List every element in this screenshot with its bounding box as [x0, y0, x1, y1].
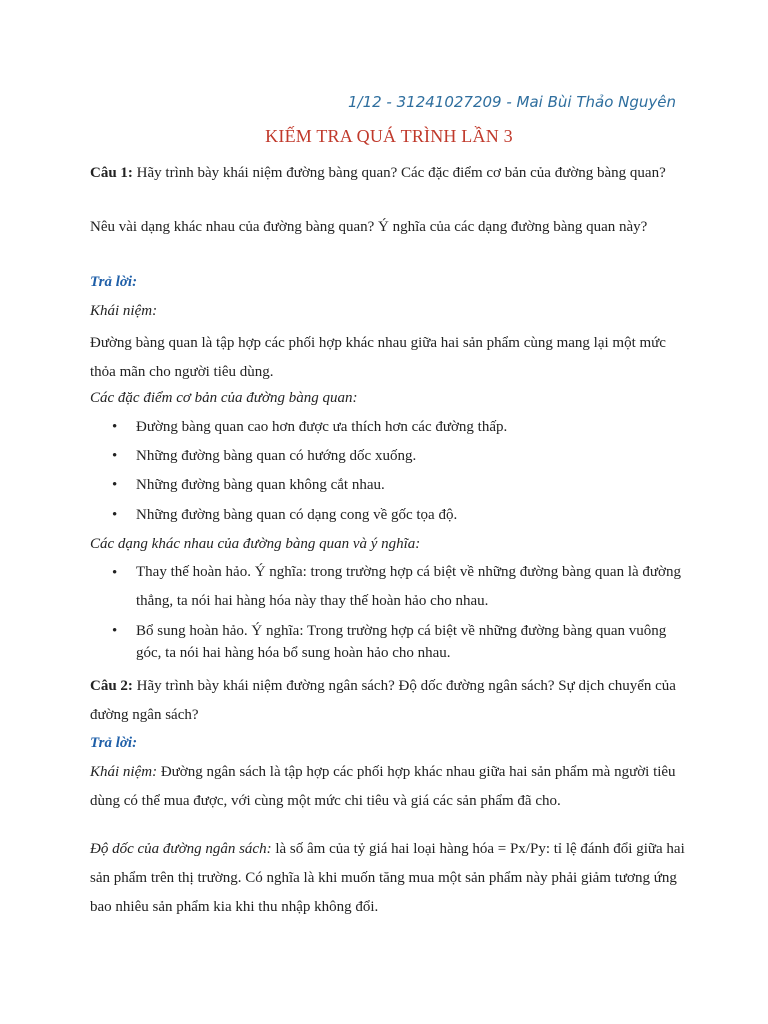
answer-2-slope-text: là số âm của tỷ giá hai loại hàng hóa = Px/Py: tỉ lệ đánh đổi giữa hai sản phẩm trên thị trường. Có nghĩa là khi muốn tăng mua một sản phẩm này phải giảm tương ứng bao nhiêu sản phẩm kia khi thu nhập không đổi.: [90, 841, 685, 915]
bullet-icon: •: [112, 565, 118, 581]
list-item-text: Thay thế hoàn hảo. Ý nghĩa: trong trường hợp cá biệt về những đường bàng quan là đường thẳng, ta nói hai hàng hóa này thay thế hoàn hảo cho nhau.: [136, 564, 681, 609]
answer-2-concept: [90, 758, 688, 816]
answer-1-types-heading: Các dạng khác nhau của đường bàng quan và ý nghĩa:: [90, 536, 421, 552]
question-1-label: Câu 1:: [90, 165, 133, 181]
answer-1-concept-heading: Khái niệm:: [90, 303, 158, 319]
bullet-icon: •: [112, 507, 118, 523]
bullet-icon: •: [112, 448, 118, 464]
answer-1-features-heading: Các đặc điểm cơ bản của đường bàng quan:: [90, 390, 358, 406]
bullet-icon: •: [112, 623, 118, 639]
page-header: 1/12 - 31241027209 - Mai Bùi Thảo Nguyên: [347, 93, 676, 111]
answer-2-concept-text: Đường ngân sách là tập hợp các phối hợp khác nhau giữa hai sản phẩm mà người tiêu dùng có thể mua được, với cùng một mức chi tiêu và giá các sản phẩm đã cho.: [90, 764, 676, 809]
list-item-text: Đường bàng quan cao hơn được ưa thích hơn các đường thấp.: [136, 419, 508, 435]
question-1-text-2: Nêu vài dạng khác nhau của đường bàng quan? Ý nghĩa của các dạng đường bàng quan này?: [90, 219, 648, 235]
answer-2-slope: [90, 835, 688, 922]
answer-2-label: Trả lời:: [90, 735, 138, 751]
question-2-label: Câu 2:: [90, 678, 133, 694]
answer-2-concept-heading: Khái niệm:: [90, 764, 158, 780]
answer-1-label: Trả lời:: [90, 274, 138, 290]
question-1: [90, 162, 690, 184]
list-item-text: Bổ sung hoàn hảo. Ý nghĩa: Trong trường hợp cá biệt về những đường bàng quan vuông góc, ta nói hai hàng hóa bổ sung hoàn hảo cho nhau.: [136, 623, 667, 661]
bullet-icon: •: [112, 419, 118, 435]
answer-1-concept-text: Đường bàng quan là tập hợp các phối hợp khác nhau giữa hai sản phẩm cùng mang lại một mức thỏa mãn cho người tiêu dùng.: [90, 335, 666, 380]
question-1-text: Hãy trình bày khái niệm đường bàng quan? Các đặc điểm cơ bản của đường bàng quan?: [132, 165, 666, 181]
answer-2-slope-heading: Độ dốc của đường ngân sách:: [90, 841, 272, 857]
list-item-text: Những đường bàng quan có dạng cong về gốc tọa độ.: [136, 507, 458, 523]
document-title: KIẾM TRA QUÁ TRÌNH LẦN 3: [265, 126, 513, 146]
question-2-text: Hãy trình bày khái niệm đường ngân sách? Độ dốc đường ngân sách? Sự dịch chuyển của đường ngân sách?: [90, 678, 676, 723]
list-item-text: Những đường bàng quan có hướng dốc xuống.: [136, 448, 417, 464]
bullet-icon: •: [112, 477, 118, 493]
question-2: [90, 672, 690, 730]
list-item-text: Những đường bàng quan không cắt nhau.: [136, 477, 385, 493]
